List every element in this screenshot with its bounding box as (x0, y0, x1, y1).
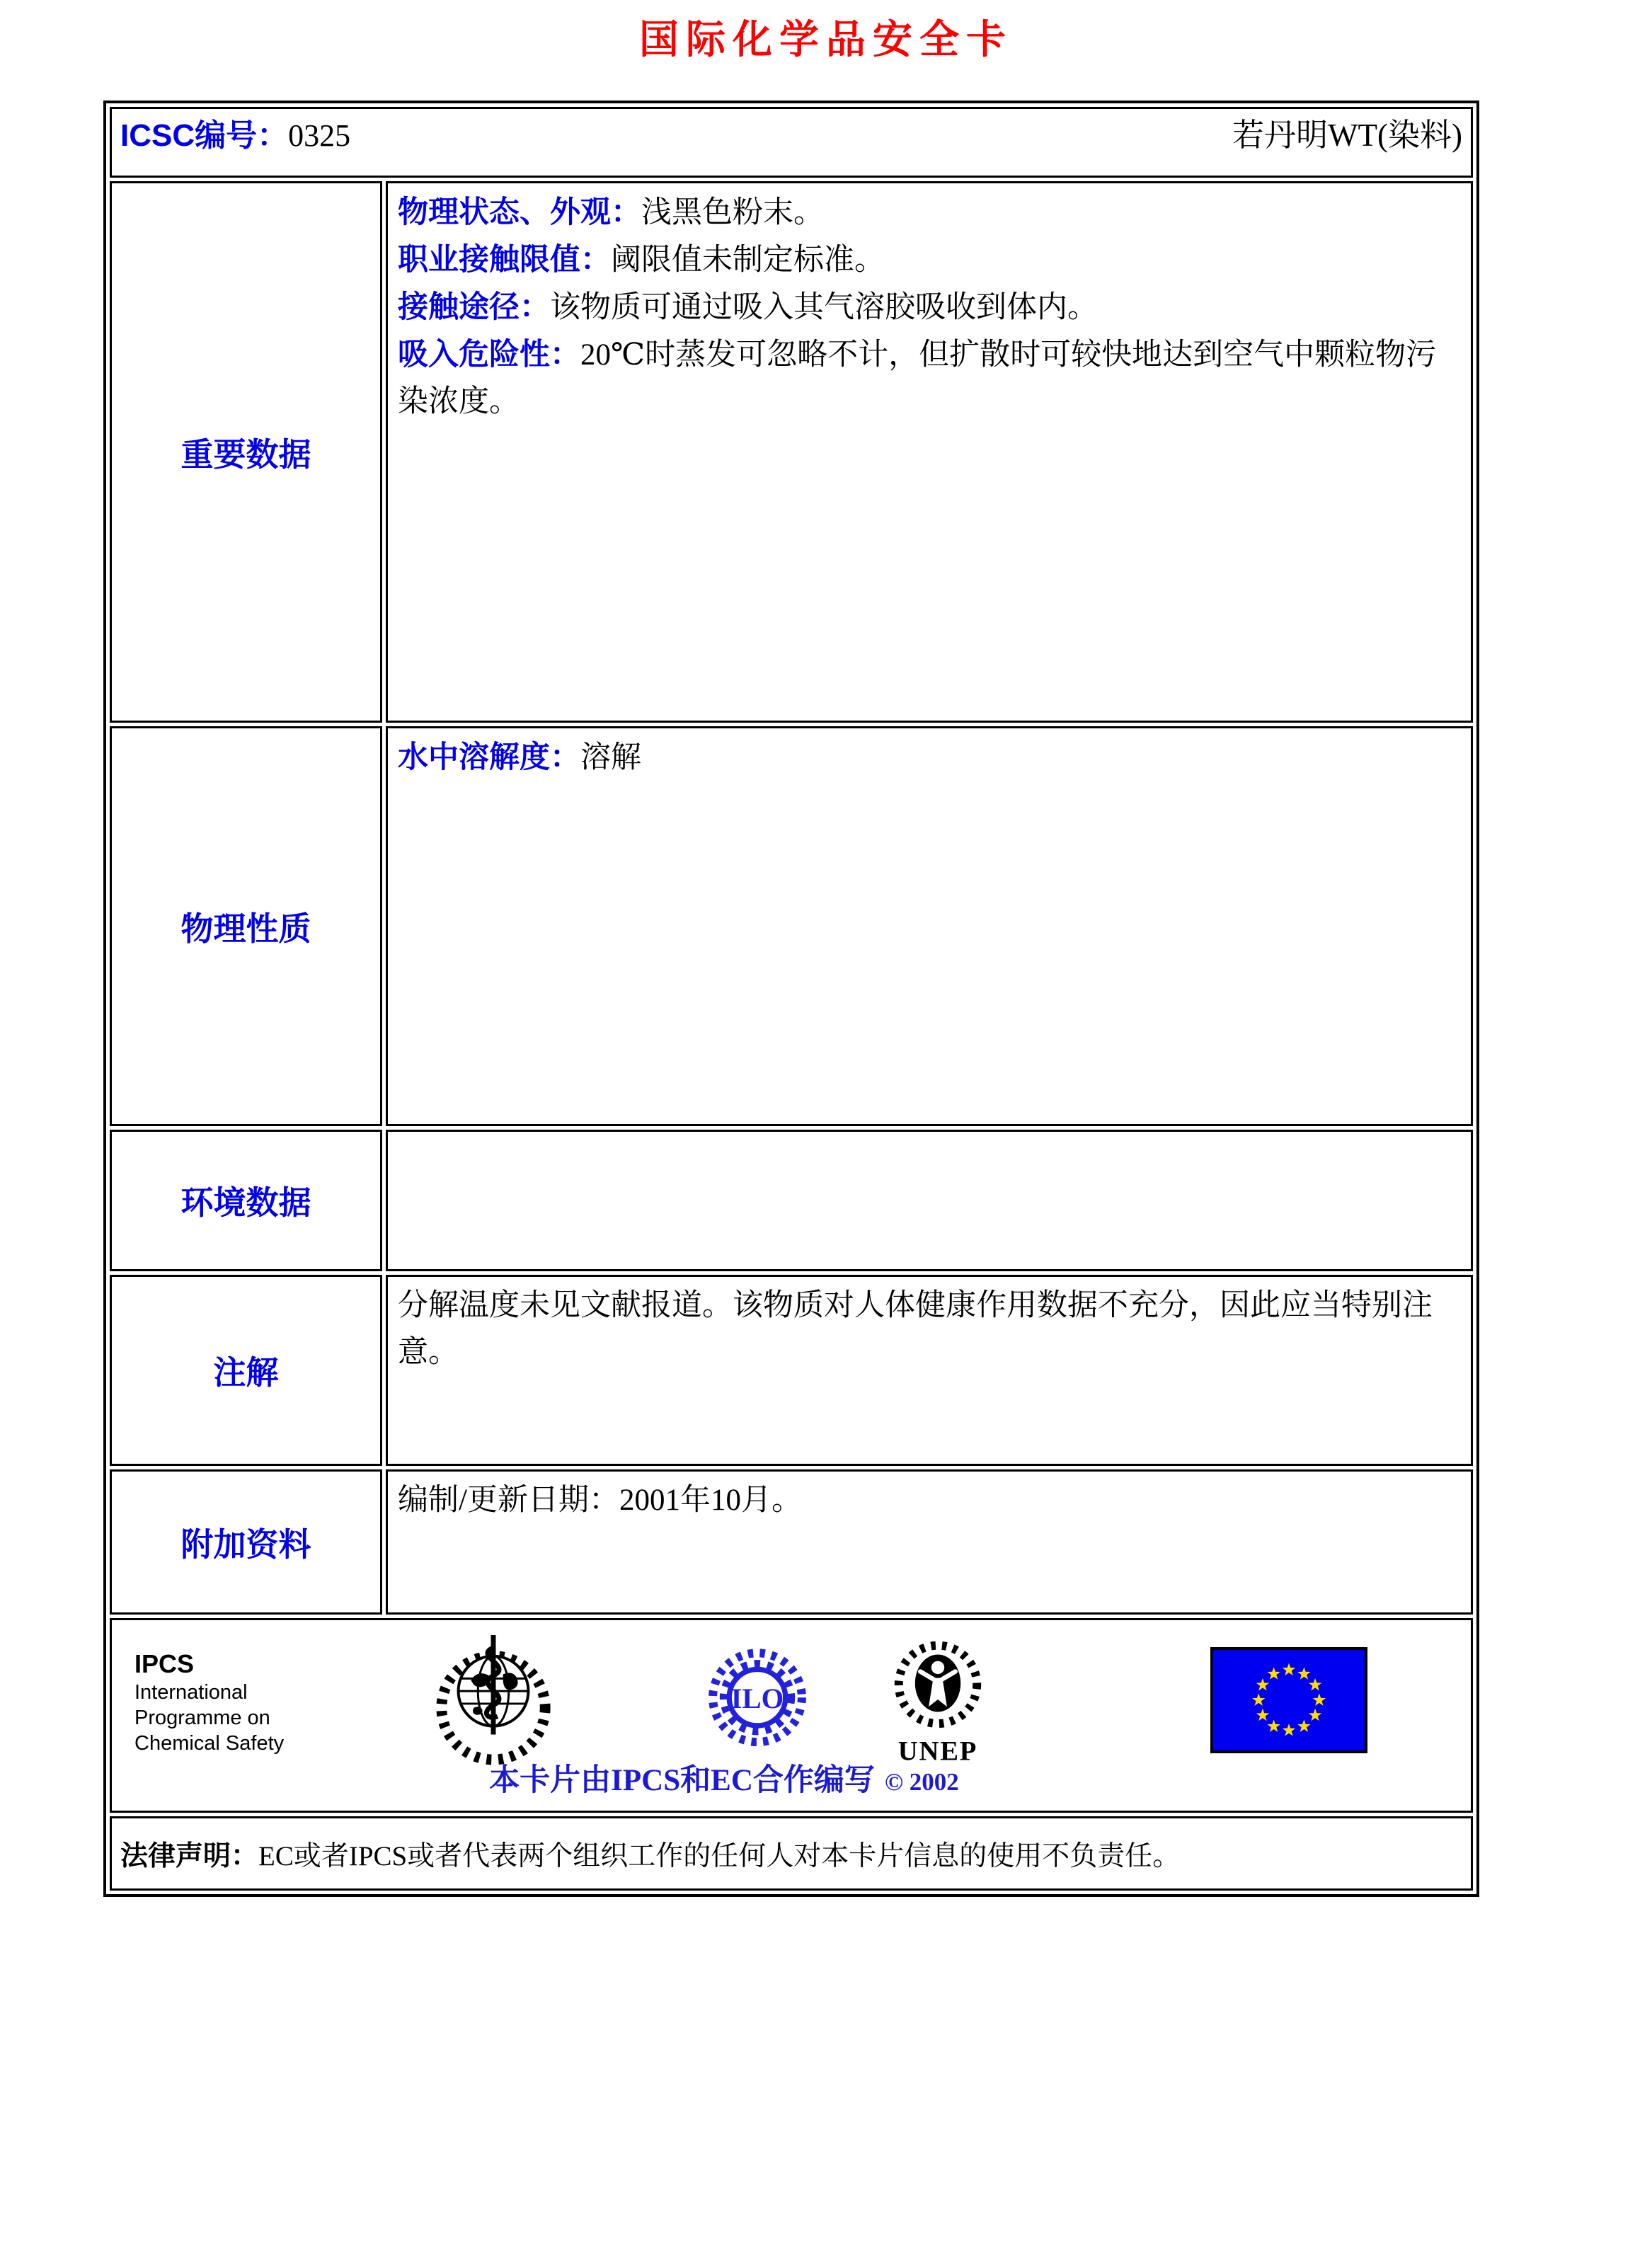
field-value: 该物质可通过吸入其气溶胶吸收到体内。 (550, 291, 1098, 324)
section-content-environmental-data (386, 1130, 1473, 1271)
field-label: 接触途径： (398, 290, 550, 324)
unep-logo-icon (889, 1629, 987, 1774)
footer-caption-text: 本卡片由IPCS和EC合作编写 (489, 1764, 875, 1797)
ipcs-line-3: Chemical Safety (134, 1732, 285, 1755)
row-footer-logos (110, 1618, 1473, 1813)
field-value: 20℃时蒸发可忽略不计，但扩散时可较快地达到空气中颗粒物污染浓度。 (398, 338, 1437, 418)
unep-logo-text: UNEP (897, 1736, 978, 1767)
icsc-card-table (103, 101, 1479, 1897)
header-cell (110, 107, 1473, 178)
section-content-important-data (386, 181, 1473, 723)
section-label-additional-info: 附加资料 (110, 1469, 382, 1615)
footer-copyright: © 2002 (884, 1768, 959, 1796)
row-notes (110, 1275, 1473, 1466)
icsc-number-value: 0325 (288, 117, 351, 153)
who-logo-icon (430, 1629, 556, 1774)
field-water-solubility (398, 734, 1461, 781)
section-label-environmental-data: 环境数据 (110, 1130, 382, 1271)
ilo-logo-icon (705, 1636, 810, 1767)
field-label: 职业接触限值： (398, 243, 611, 277)
field-value: 溶解 (580, 741, 641, 774)
chemical-name: 若丹明WT(染料) (1232, 117, 1462, 153)
row-physical-properties (110, 726, 1473, 1126)
ilo-logo-text: ILO (730, 1682, 784, 1715)
icsc-number-label: ICSC编号： (120, 117, 289, 153)
legal-notice-cell (110, 1816, 1473, 1891)
legal-notice-text: EC或者IPCS或者代表两个组织工作的任何人对本卡片信息的使用不负责任。 (258, 1840, 1181, 1871)
field-value: 浅黑色粉末。 (641, 196, 824, 229)
icsc-number (120, 110, 350, 155)
field-exposure-routes (398, 284, 1461, 331)
row-additional-info (110, 1469, 1473, 1615)
field-inhalation-risk (398, 331, 1461, 425)
section-content-additional-info: 编制/更新日期：2001年10月。 (386, 1469, 1473, 1615)
field-label: 水中溶解度： (398, 740, 580, 774)
section-label-important-data: 重要数据 (110, 181, 382, 723)
ipcs-acronym: IPCS (134, 1649, 195, 1678)
field-physical-state (398, 189, 1461, 236)
section-label-physical-properties: 物理性质 (110, 726, 382, 1126)
footer-caption (112, 1756, 1336, 1799)
row-legal-notice (110, 1816, 1473, 1891)
section-label-notes: 注解 (110, 1275, 382, 1466)
section-content-notes: 分解温度未见文献报道。该物质对人体健康作用数据不充分，因此应当特别注意。 (386, 1275, 1473, 1466)
page-title: 国际化学品安全卡 (639, 17, 1013, 62)
row-environmental-data (110, 1130, 1473, 1271)
field-label: 物理状态、外观： (398, 195, 641, 229)
header-row (110, 107, 1473, 178)
field-occupational-limits (398, 236, 1461, 284)
eu-flag-icon (1210, 1647, 1367, 1753)
row-important-data (110, 181, 1473, 723)
section-content-physical-properties (386, 726, 1473, 1126)
field-label: 吸入危险性： (398, 338, 580, 372)
ipcs-line-2: Programme on (134, 1707, 270, 1729)
ipcs-line-1: International (134, 1681, 248, 1704)
field-value: 阈限值未制定标准。 (611, 243, 885, 277)
footer-logos-cell (110, 1618, 1473, 1813)
ipcs-text-block (134, 1649, 284, 1756)
legal-notice-label: 法律声明： (120, 1840, 259, 1871)
